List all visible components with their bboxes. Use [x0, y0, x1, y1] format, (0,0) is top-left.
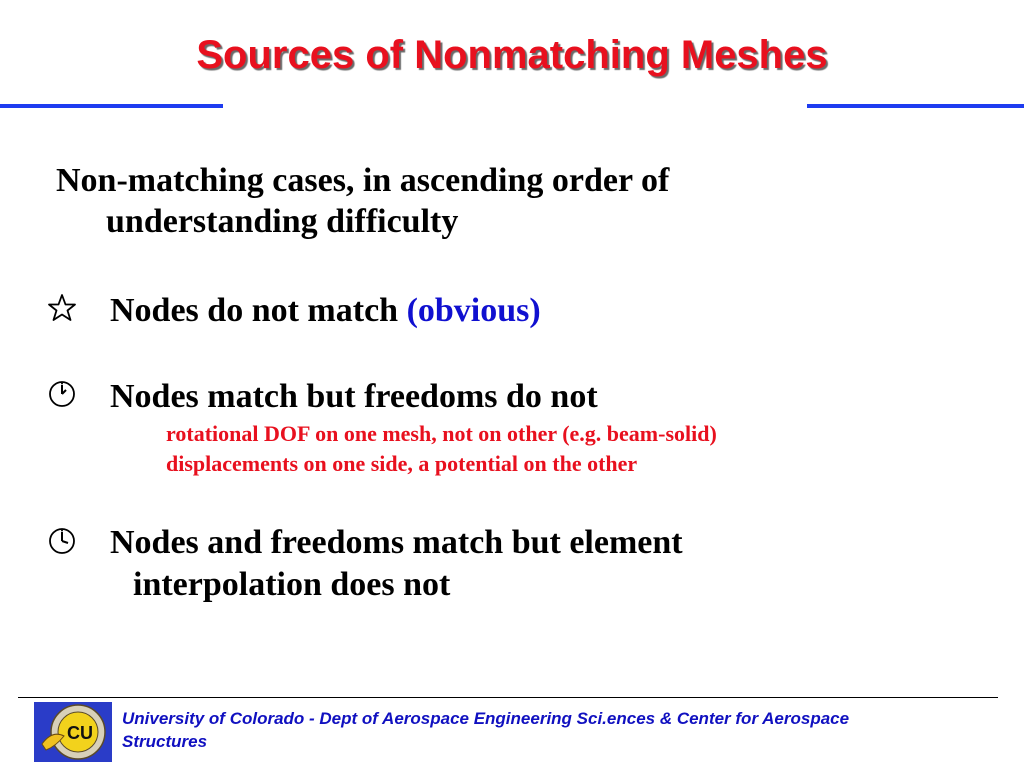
clock-icon: [46, 525, 78, 557]
clock-icon: [46, 378, 78, 410]
bullet-2-subpoint-1: rotational DOF on one mesh, not on other (e.g. beam-solid): [166, 421, 717, 446]
slide-title: Sources of Nonmatching Meshes: [196, 33, 828, 77]
bullet-1-text: Nodes do not match: [110, 292, 407, 329]
footer-line-1: University of Colorado - Dept of Aerospace Engineering Sci.ences & Center for Aerospace: [122, 709, 850, 728]
bullet-2-text: Nodes match but freedoms do not: [110, 378, 598, 415]
university-seal-logo: [34, 700, 112, 762]
bullet-3: [110, 522, 683, 563]
footer-line-2: Structures: [122, 732, 208, 751]
title-rule-right: [807, 104, 1024, 108]
bullet-1-accent: (obvious): [406, 292, 541, 329]
bullet-1: [110, 290, 541, 331]
bullet-3-continuation: interpolation does not: [133, 566, 451, 603]
footer-rule: [18, 697, 998, 698]
footer-text: [122, 707, 992, 753]
intro-text: [56, 160, 816, 242]
intro-line-2: understanding difficulty: [106, 203, 459, 240]
svg-text:CU: CU: [67, 723, 93, 743]
title-rule-left: [0, 104, 223, 108]
bullet-3-text: Nodes and freedoms match but element: [110, 524, 683, 561]
intro-line-1: Non-matching cases, in ascending order of: [56, 162, 670, 199]
bullet-2-subpoint-2: displacements on one side, a potential on the other: [166, 451, 638, 476]
bullet-2: [110, 376, 598, 417]
star-icon: [46, 292, 78, 324]
